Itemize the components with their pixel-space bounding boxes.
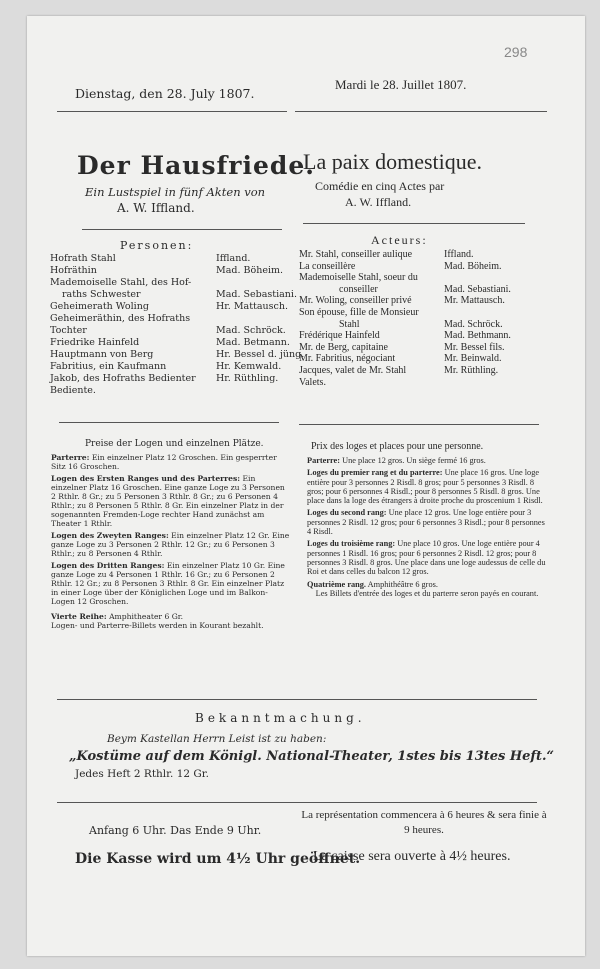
announcement-line: Beym Kastellan Herrn Leist ist zu haben: bbox=[107, 733, 327, 745]
cast-heading-german: Personen: bbox=[120, 239, 194, 252]
cast-row: Jakob, des Hofraths Bedienter Hr. Rüthling. bbox=[50, 373, 279, 384]
cast-row: Mademoiselle Stahl, soeur du bbox=[299, 272, 418, 284]
box-office-german: Die Kasse wird um 4½ Uhr geöffnet. bbox=[75, 851, 361, 867]
cast-row: raths Schwester Mad. Sebastiani. bbox=[62, 289, 297, 300]
price-entry: Parterre: Ein einzelner Platz 12 Groschen. Ein gesperrter Sitz 16 Groschen. bbox=[51, 453, 277, 471]
cast-row: Mr. Woling, conseiller privé Mr. Mattausch. bbox=[299, 295, 505, 307]
price-entry: Loges du troisième rang: Une place 10 gros. Une loge entière pour 4 personnes 1 Risdl. 16 gros; pour 6 personnes 2 Risdl. 12 gros; pour 8 personnes 3 Risdl. 8 gros. Une place dans une loge audessus de celle du Roi et dans celles du balcon 12 gros. bbox=[307, 539, 546, 577]
price-entry: Les Billets d'entrée des loges et du parterre seron payés en courant. bbox=[315, 588, 539, 598]
cast-row: Stahl Mad. Schröck. bbox=[339, 318, 503, 330]
cast-row: conseiller Mad. Sebastiani. bbox=[339, 283, 511, 295]
cast-row: Mademoiselle Stahl, des Hof- bbox=[50, 277, 192, 288]
start-time-german: Anfang 6 Uhr. Das Ende 9 Uhr. bbox=[89, 824, 262, 837]
cast-row: Hofräthin Mad. Böheim. bbox=[50, 265, 284, 276]
prices-heading-french: Prix des loges et places pour une personne. bbox=[311, 441, 484, 452]
divider bbox=[57, 699, 537, 700]
cast-row: Geheimeräthin, des Hofraths bbox=[50, 313, 191, 324]
announcement-title: „Kostüme auf dem Königl. National-Theater, 1stes bis 13tes Heft.“ bbox=[69, 749, 555, 764]
price-entry: Quatrième rang. Amphithéâtre 6 gros. bbox=[307, 579, 438, 589]
price-entry: Logen des Ersten Ranges und des Parterres: Ein einzelner Platz 16 Groschen. Eine ganze Loge zu 3 Personen 2 Rthlr. 8 Gr.; zu 5 Personen 3 Rthlr. 8 Gr.; zu 6 Personen 4 Rthlr.; zu 8 Personen 5 Rthlr. 8 Gr. Ein einzelner Platz in der sogenannten Fremden-Loge rechter Hand zunächst am Theater 1 Rthlr. bbox=[51, 474, 285, 528]
announcement-price: Jedes Heft 2 Rthlr. 12 Gr. bbox=[75, 768, 209, 780]
price-entry: Vierte Reihe: Amphitheater 6 Gr. bbox=[51, 612, 184, 621]
prices-french bbox=[307, 456, 547, 598]
cast-row: Hauptmann von Berg Hr. Bessel d. jüng. bbox=[50, 349, 305, 360]
cast-row: Mr. de Berg, capitaine Mr. Bessel fils. bbox=[299, 341, 505, 353]
divider bbox=[57, 111, 287, 112]
cast-row: Fabritius, ein Kaufmann Hr. Kemwald. bbox=[50, 361, 282, 372]
price-entry: Logen- und Parterre-Billets werden in Kourant bezahlt. bbox=[51, 621, 264, 630]
price-entry: Loges du second rang: Une place 12 gros. Une loge entière pour 3 personnes 2 Risdl. 12 gros; pour 6 personnes 3 Risdl.; pour 8 personnes 4 Risdl. bbox=[307, 508, 545, 537]
cast-row: Son épouse, fille de Monsieur bbox=[299, 306, 419, 318]
announcement-heading: Bekanntmachung. bbox=[195, 711, 366, 725]
divider bbox=[57, 802, 537, 803]
divider bbox=[299, 424, 539, 425]
playbill-page bbox=[27, 16, 585, 956]
cast-row: Jacques, valet de Mr. Stahl Mr. Rüthling. bbox=[299, 364, 499, 376]
cast-row: Mr. Stahl, conseiller aulique Iffland. bbox=[299, 249, 474, 260]
subtitle-german: Ein Lustspiel in fünf Akten von bbox=[85, 185, 266, 199]
cast-row: Mr. Fabritius, négociant Mr. Beinwald. bbox=[299, 353, 502, 365]
date-french: Mardi le 28. Juillet 1807. bbox=[335, 77, 467, 92]
start-time-french: La représentation commencera à 6 heures & sera finie à 9 heures. bbox=[301, 809, 547, 836]
page-number: 298 bbox=[504, 44, 528, 60]
box-office-french: La caisse sera ouverte à 4½ heures. bbox=[313, 849, 511, 864]
cast-row: Frédérique Hainfeld Mad. Bethmann. bbox=[299, 330, 511, 342]
cast-list-french bbox=[299, 249, 561, 388]
cast-row: La conseillère Mad. Böheim. bbox=[299, 260, 502, 272]
price-entry: Logen des Dritten Ranges: Ein einzelner Platz 10 Gr. Eine ganze Loge zu 4 Personen 1 Rthlr. 16 Gr.; zu 6 Personen 2 Rthlr. 12 Gr.; zu 8 Personen 3 Rthlr. 8 Gr. Ein einzelner Platz in einer Loge über der Königlichen Loge und im Balkon-Logen 12 Groschen. bbox=[51, 561, 285, 606]
divider bbox=[295, 111, 547, 112]
price-entry: Loges du premier rang et du parterre: Une place 16 gros. Une loge entière pour 3 personnes 2 Risdl. 8 gros; pour 5 personnes 3 Risdl. 8 gros; pour 6 personnes 4 Risdl.; pour 8 personnes 5 Risdl. 8 gros. Une place dans la loge des étrangers à droite proche du proscenium 1 Risdl. bbox=[307, 468, 543, 506]
price-entry: Parterre: Une place 12 gros. Un siège fermé 16 gros. bbox=[307, 456, 486, 465]
author-french: A. W. Iffland. bbox=[345, 195, 412, 209]
cast-row: Geheimerath Woling Hr. Mattausch. bbox=[50, 301, 288, 312]
title-german: Der Hausfriede. bbox=[77, 151, 315, 180]
divider bbox=[303, 223, 525, 224]
date-german: Dienstag, den 28. July 1807. bbox=[75, 86, 255, 101]
cast-row: Valets. bbox=[299, 376, 326, 388]
title-french: La paix domestique. bbox=[303, 149, 483, 174]
cast-row: Tochter Mad. Schröck. bbox=[50, 325, 286, 336]
cast-row: Bediente. bbox=[50, 385, 96, 396]
prices-heading-german: Preise der Logen und einzelnen Plätze. bbox=[85, 439, 264, 449]
subtitle-french: Comédie en cinq Actes par bbox=[315, 179, 445, 193]
cast-row: Friedrike Hainfeld Mad. Betmann. bbox=[50, 337, 290, 348]
divider bbox=[82, 229, 282, 230]
cast-row: Hofrath Stahl Iffland. bbox=[50, 253, 251, 264]
prices-german bbox=[51, 453, 291, 630]
cast-heading-french: Acteurs: bbox=[371, 233, 428, 247]
divider bbox=[59, 422, 279, 423]
author-german: A. W. Iffland. bbox=[117, 201, 195, 215]
cast-list-german bbox=[50, 253, 305, 397]
price-entry: Logen des Zweyten Ranges: Ein einzelner Platz 12 Gr. Eine ganze Loge zu 3 Personen 2 Rthlr. 12 Gr.; zu 6 Personen 3 Rthlr.; zu 8 Personen 4 Rthlr. bbox=[51, 531, 290, 558]
